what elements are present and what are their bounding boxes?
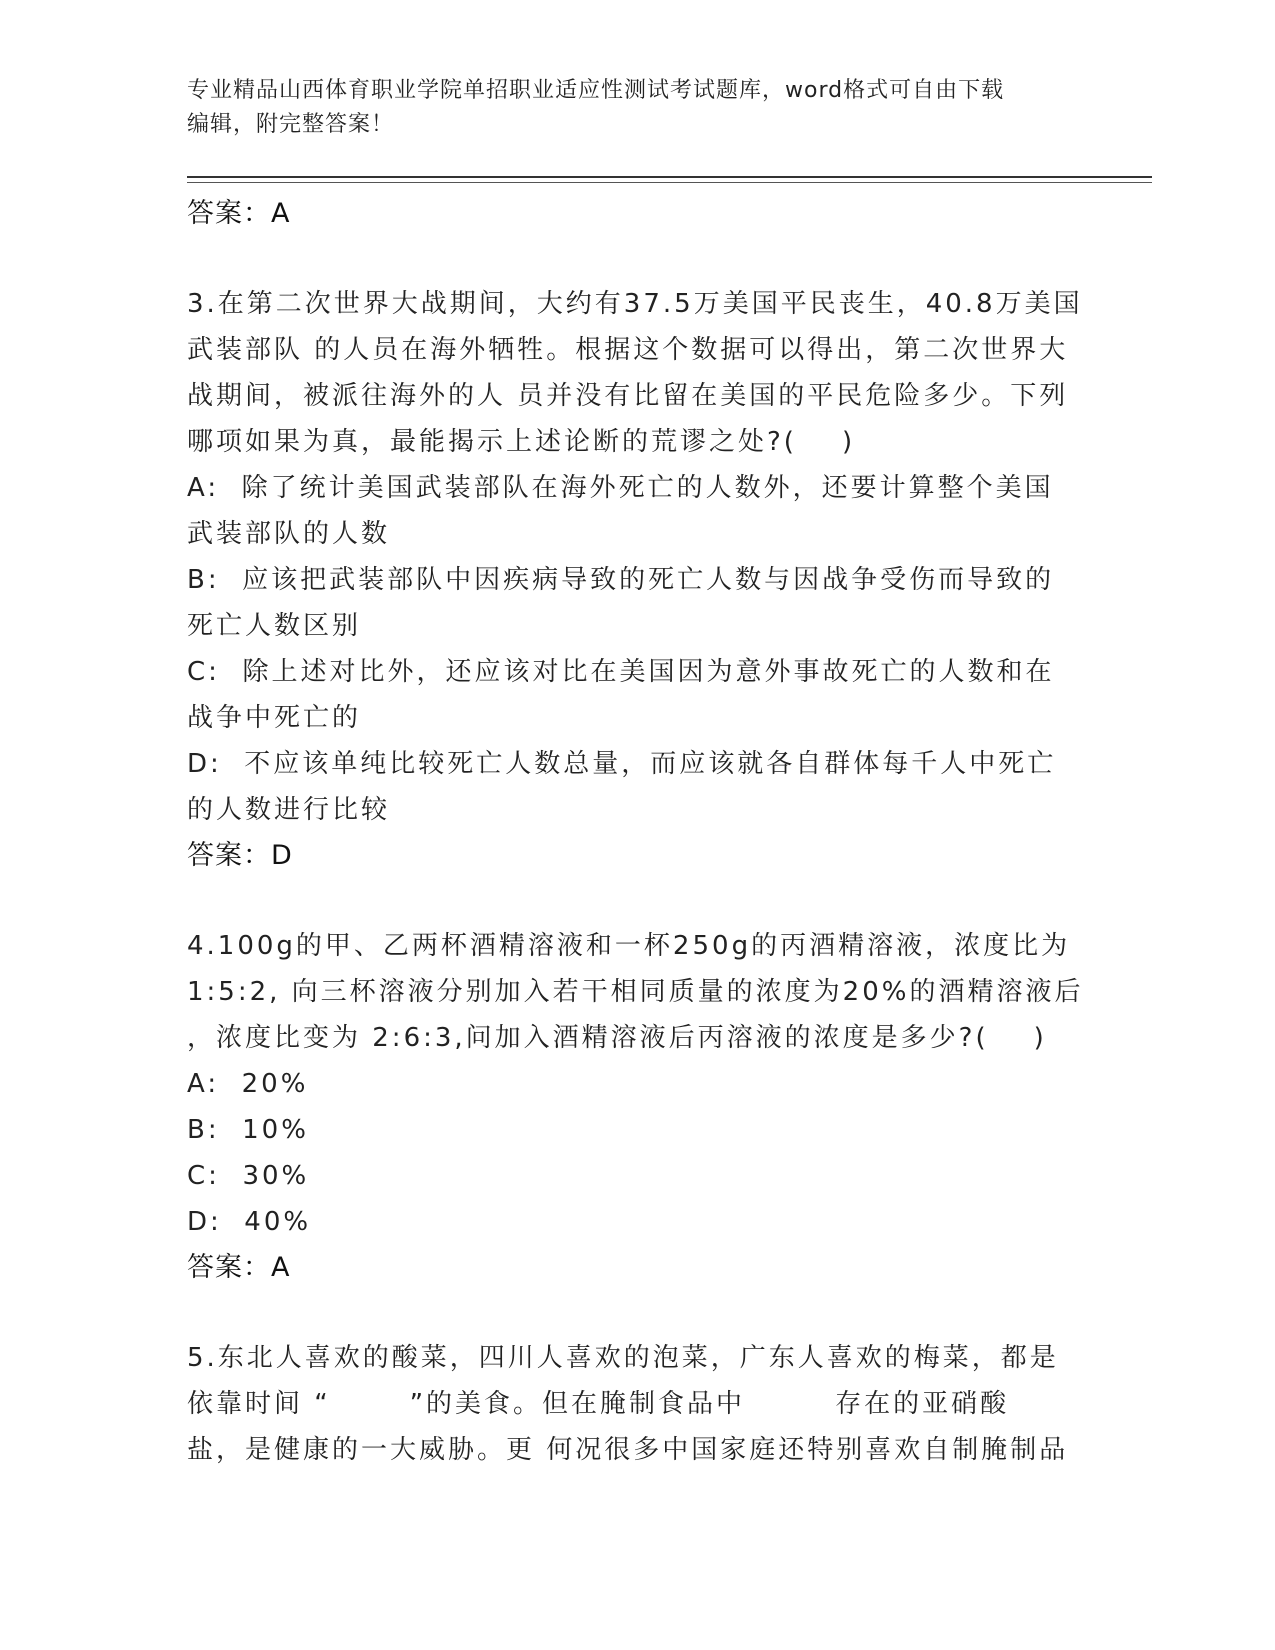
question-4-option-c: C: 30% bbox=[187, 1161, 310, 1191]
question-3-line: 哪项如果为真，最能揭示上述论断的荒谬之处?( ) bbox=[187, 427, 856, 457]
question-5-line: 依靠时间 “ ”的美食。但在腌制食品中 存在的亚硝酸 bbox=[187, 1389, 1010, 1419]
header-rule-thick bbox=[187, 176, 1152, 178]
document-body bbox=[187, 191, 1087, 1473]
question-3-option-b: B: 应该把武装部队中因疾病导致的死亡人数与因战争受伤而导致的 bbox=[187, 565, 1055, 595]
question-3-option-c-cont: 战争中死亡的 bbox=[187, 703, 362, 733]
header-line-1: 专业精品山西体育职业学院单招职业适应性测试考试题库，word格式可自由下载 bbox=[187, 78, 1005, 103]
header-line-2: 编辑，附完整答案！ bbox=[187, 112, 395, 137]
question-3-line: 3.在第二次世界大战期间，大约有37.5万美国平民丧生，40.8万美国 bbox=[187, 289, 1083, 319]
spacer bbox=[187, 1291, 1087, 1335]
question-4-option-d: D: 40% bbox=[187, 1207, 312, 1237]
page-header bbox=[187, 74, 1087, 142]
question-4 bbox=[187, 923, 1087, 1245]
question-4-option-a: A: 20% bbox=[187, 1069, 309, 1099]
answer-q2: 答案：A bbox=[187, 198, 291, 229]
question-3 bbox=[187, 281, 1087, 833]
question-3-option-d: D: 不应该单纯比较死亡人数总量，而应该就各自群体每千人中死亡 bbox=[187, 749, 1057, 779]
question-5-line: 盐，是健康的一大威胁。更 何况很多中国家庭还特别喜欢自制腌制品 bbox=[187, 1435, 1069, 1465]
answer-q4: 答案：A bbox=[187, 1252, 291, 1283]
question-3-line: 战期间，被派往海外的人 员并没有比留在美国的平民危险多少。下列 bbox=[187, 381, 1069, 411]
question-4-line: 1:5:2, 向三杯溶液分别加入若干相同质量的浓度为20%的酒精溶液后 bbox=[187, 977, 1084, 1007]
question-5 bbox=[187, 1335, 1087, 1473]
question-4-option-b: B: 10% bbox=[187, 1115, 309, 1145]
header-rule-thin bbox=[187, 182, 1152, 183]
question-5-line: 5.东北人喜欢的酸菜，四川人喜欢的泡菜，广东人喜欢的梅菜，都是 bbox=[187, 1343, 1059, 1373]
answer-q3: 答案：D bbox=[187, 840, 293, 871]
spacer bbox=[187, 237, 1087, 281]
question-3-option-d-cont: 的人数进行比较 bbox=[187, 795, 391, 825]
question-3-option-c: C: 除上述对比外，还应该对比在美国因为意外事故死亡的人数和在 bbox=[187, 657, 1055, 687]
question-3-line: 武装部队 的人员在海外牺牲。根据这个数据可以得出，第二次世界大 bbox=[187, 335, 1069, 365]
question-4-line: 4.100g的甲、乙两杯酒精溶液和一杯250g的丙酒精溶液，浓度比为 bbox=[187, 931, 1071, 961]
question-4-line: ，浓度比变为 2:6:3,问加入酒精溶液后丙溶液的浓度是多少?( ) bbox=[187, 1023, 1047, 1053]
question-3-option-b-cont: 死亡人数区别 bbox=[187, 611, 362, 641]
question-3-option-a: A: 除了统计美国武装部队在海外死亡的人数外，还要计算整个美国 bbox=[187, 473, 1054, 503]
spacer bbox=[187, 879, 1087, 923]
question-3-option-a-cont: 武装部队的人数 bbox=[187, 519, 391, 549]
